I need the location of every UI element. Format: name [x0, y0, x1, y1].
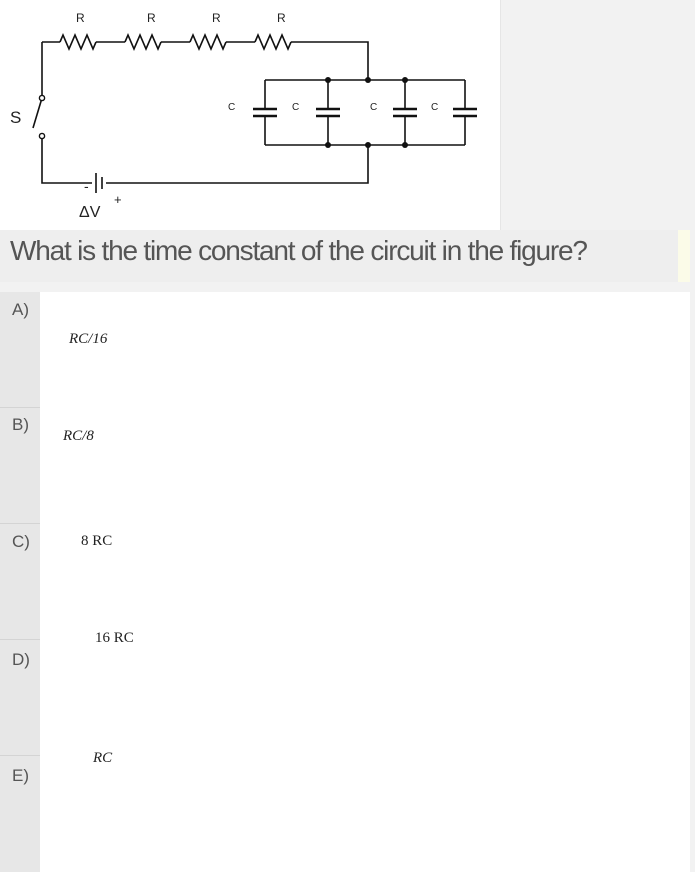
answer-text: 16 RC: [95, 630, 134, 646]
switch-blade: [33, 98, 42, 128]
answer-text: RC/8: [63, 428, 94, 444]
answer-letter-cell: [0, 524, 40, 640]
capacitor-4-label: C: [431, 102, 439, 113]
resistor-1-label: R: [76, 11, 85, 25]
source-label: ΔV: [79, 204, 101, 221]
resistor-4: [255, 35, 291, 49]
question-bar-accent: [678, 230, 690, 282]
answer-letter-cell: [0, 408, 40, 524]
resistor-3-label: R: [212, 11, 221, 25]
junction-cap2-top: [325, 77, 331, 83]
resistor-3: [190, 35, 226, 49]
answer-content: [40, 630, 690, 756]
answer-text: RC/16: [69, 331, 108, 347]
resistor-1: [60, 35, 96, 49]
junction-top: [365, 77, 371, 83]
answer-text: RC: [93, 750, 113, 766]
answer-letter-cell: [0, 640, 40, 756]
answer-content: [40, 750, 690, 872]
answer-option-c[interactable]: [0, 524, 695, 640]
source-minus: -: [84, 178, 89, 194]
answer-content: [40, 292, 690, 408]
resistor-2-label: R: [147, 11, 156, 25]
answer-letter: D): [12, 650, 30, 669]
junction-cap2-bottom: [325, 142, 331, 148]
answer-option-d[interactable]: [0, 630, 695, 756]
source-plus: +: [114, 192, 122, 207]
circuit-diagram: [0, 0, 500, 230]
answer-option-e[interactable]: [0, 750, 695, 872]
answer-option-a[interactable]: [0, 292, 695, 408]
capacitor-1-label: C: [228, 102, 236, 113]
switch-terminal-bottom: [39, 133, 44, 138]
answer-letter: B): [12, 415, 29, 434]
question-text: What is the time constant of the circuit in the figure?: [10, 235, 587, 266]
answer-list: [0, 292, 695, 787]
answer-text: 8 RC: [81, 533, 113, 549]
switch-terminal-top: [39, 95, 44, 100]
answer-letter: C): [12, 532, 30, 551]
answer-content: [40, 524, 690, 640]
answer-letter-cell: [0, 292, 40, 408]
junction-cap3-top: [402, 77, 408, 83]
circuit-figure: [0, 0, 501, 231]
left-wire-bottom: [42, 136, 92, 183]
answer-letter: E): [12, 766, 29, 785]
junction-cap3-bottom: [402, 142, 408, 148]
answer-content: [40, 408, 690, 524]
junction-bottom: [365, 142, 371, 148]
resistor-4-label: R: [277, 11, 286, 25]
switch-label: S: [10, 108, 22, 127]
answer-option-b[interactable]: [0, 408, 695, 524]
top-wire-right: [291, 42, 368, 80]
answer-letter-cell: [0, 756, 40, 872]
answer-letter: A): [12, 300, 29, 319]
bottom-wire-right: [106, 145, 368, 183]
resistor-2: [125, 35, 161, 49]
capacitor-2-label: C: [292, 102, 300, 113]
capacitor-3-label: C: [370, 102, 378, 113]
